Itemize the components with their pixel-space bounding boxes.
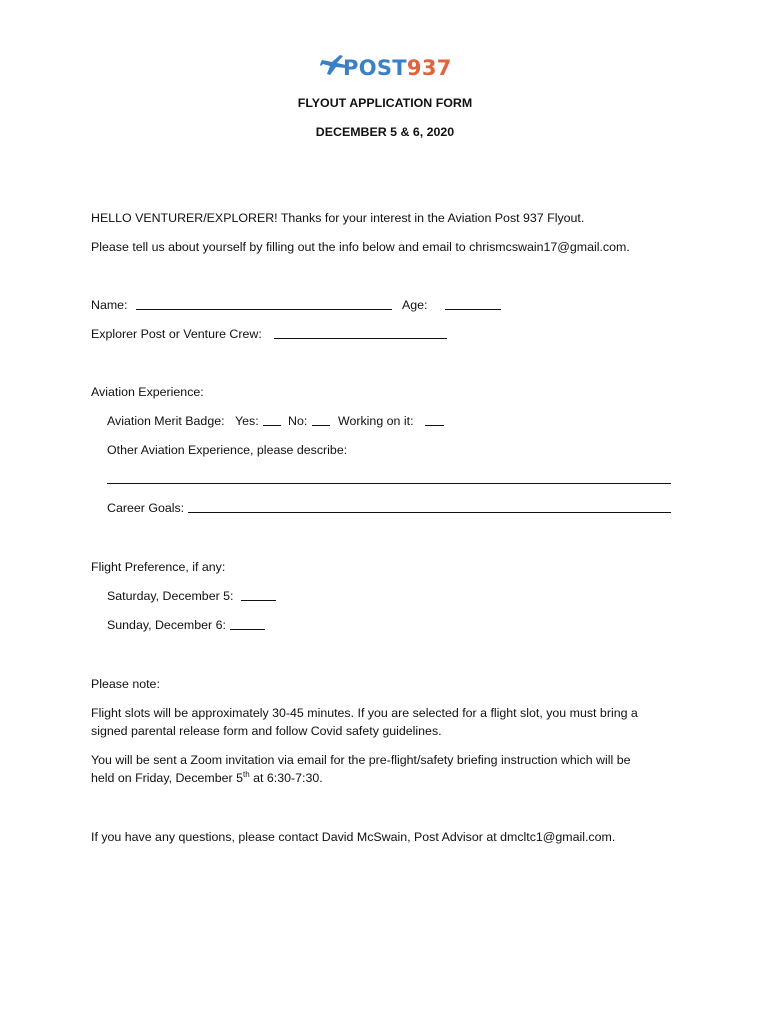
saturday-field[interactable] xyxy=(241,588,276,606)
aviation-heading: Aviation Experience: xyxy=(91,385,204,399)
note-zoom-line2 xyxy=(91,770,323,787)
career-goals-field[interactable] xyxy=(188,500,671,518)
form-dates: DECEMBER 5 & 6, 2020 xyxy=(315,125,455,139)
saturday-label: Saturday, December 5: xyxy=(107,589,234,603)
logo-number-text: 937 xyxy=(406,56,452,80)
sunday-label: Sunday, December 6: xyxy=(107,618,226,632)
name-label: Name: xyxy=(91,298,128,312)
merit-working-field[interactable] xyxy=(425,413,444,431)
merit-badge-label: Aviation Merit Badge: xyxy=(107,414,225,428)
age-field[interactable] xyxy=(445,297,501,315)
other-experience-label: Other Aviation Experience, please describe: xyxy=(107,443,348,457)
contact-line: If you have any questions, please contact David McSwain, Post Advisor at dmcltc1@gmail.com. xyxy=(91,830,616,844)
note-zoom-line1: You will be sent a Zoom invitation via email for the pre-flight/safety briefing instruction which will be xyxy=(91,753,631,767)
note-zoom-line2-text: held on Friday, December 5 xyxy=(91,771,243,785)
logo-text xyxy=(343,56,452,80)
other-experience-field[interactable] xyxy=(107,471,671,489)
merit-working-label: Working on it: xyxy=(338,414,414,428)
note-heading: Please note: xyxy=(91,677,160,691)
sunday-field[interactable] xyxy=(230,617,265,635)
intro-instructions: Please tell us about yourself by filling out the info below and email to chrismcswain17@gmail.com. xyxy=(91,240,630,254)
name-field[interactable] xyxy=(136,297,392,315)
merit-no-field[interactable] xyxy=(312,413,330,431)
merit-no-label: No: xyxy=(288,414,308,428)
note-zoom-superscript: th xyxy=(242,769,250,779)
intro-greeting: HELLO VENTURER/EXPLORER! Thanks for your interest in the Aviation Post 937 Flyout. xyxy=(91,211,585,225)
career-goals-label: Career Goals: xyxy=(107,501,185,515)
flight-preference-heading: Flight Preference, if any: xyxy=(91,560,226,574)
crew-field[interactable] xyxy=(274,326,447,344)
form-title: FLYOUT APPLICATION FORM xyxy=(297,96,473,110)
post937-logo xyxy=(320,51,452,83)
merit-yes-field[interactable] xyxy=(263,413,281,431)
age-label: Age: xyxy=(402,298,428,312)
merit-yes-label: Yes: xyxy=(235,414,259,428)
crew-label: Explorer Post or Venture Crew: xyxy=(91,327,262,341)
note-zoom-line2-time: at 6:30-7:30. xyxy=(249,771,323,785)
note-slots-line1: Flight slots will be approximately 30-45 minutes. If you are selected for a flight slot, you must bring a xyxy=(91,706,638,720)
logo-post-text: POST xyxy=(343,56,407,80)
note-slots-line2: signed parental release form and follow Covid safety guidelines. xyxy=(91,724,442,738)
